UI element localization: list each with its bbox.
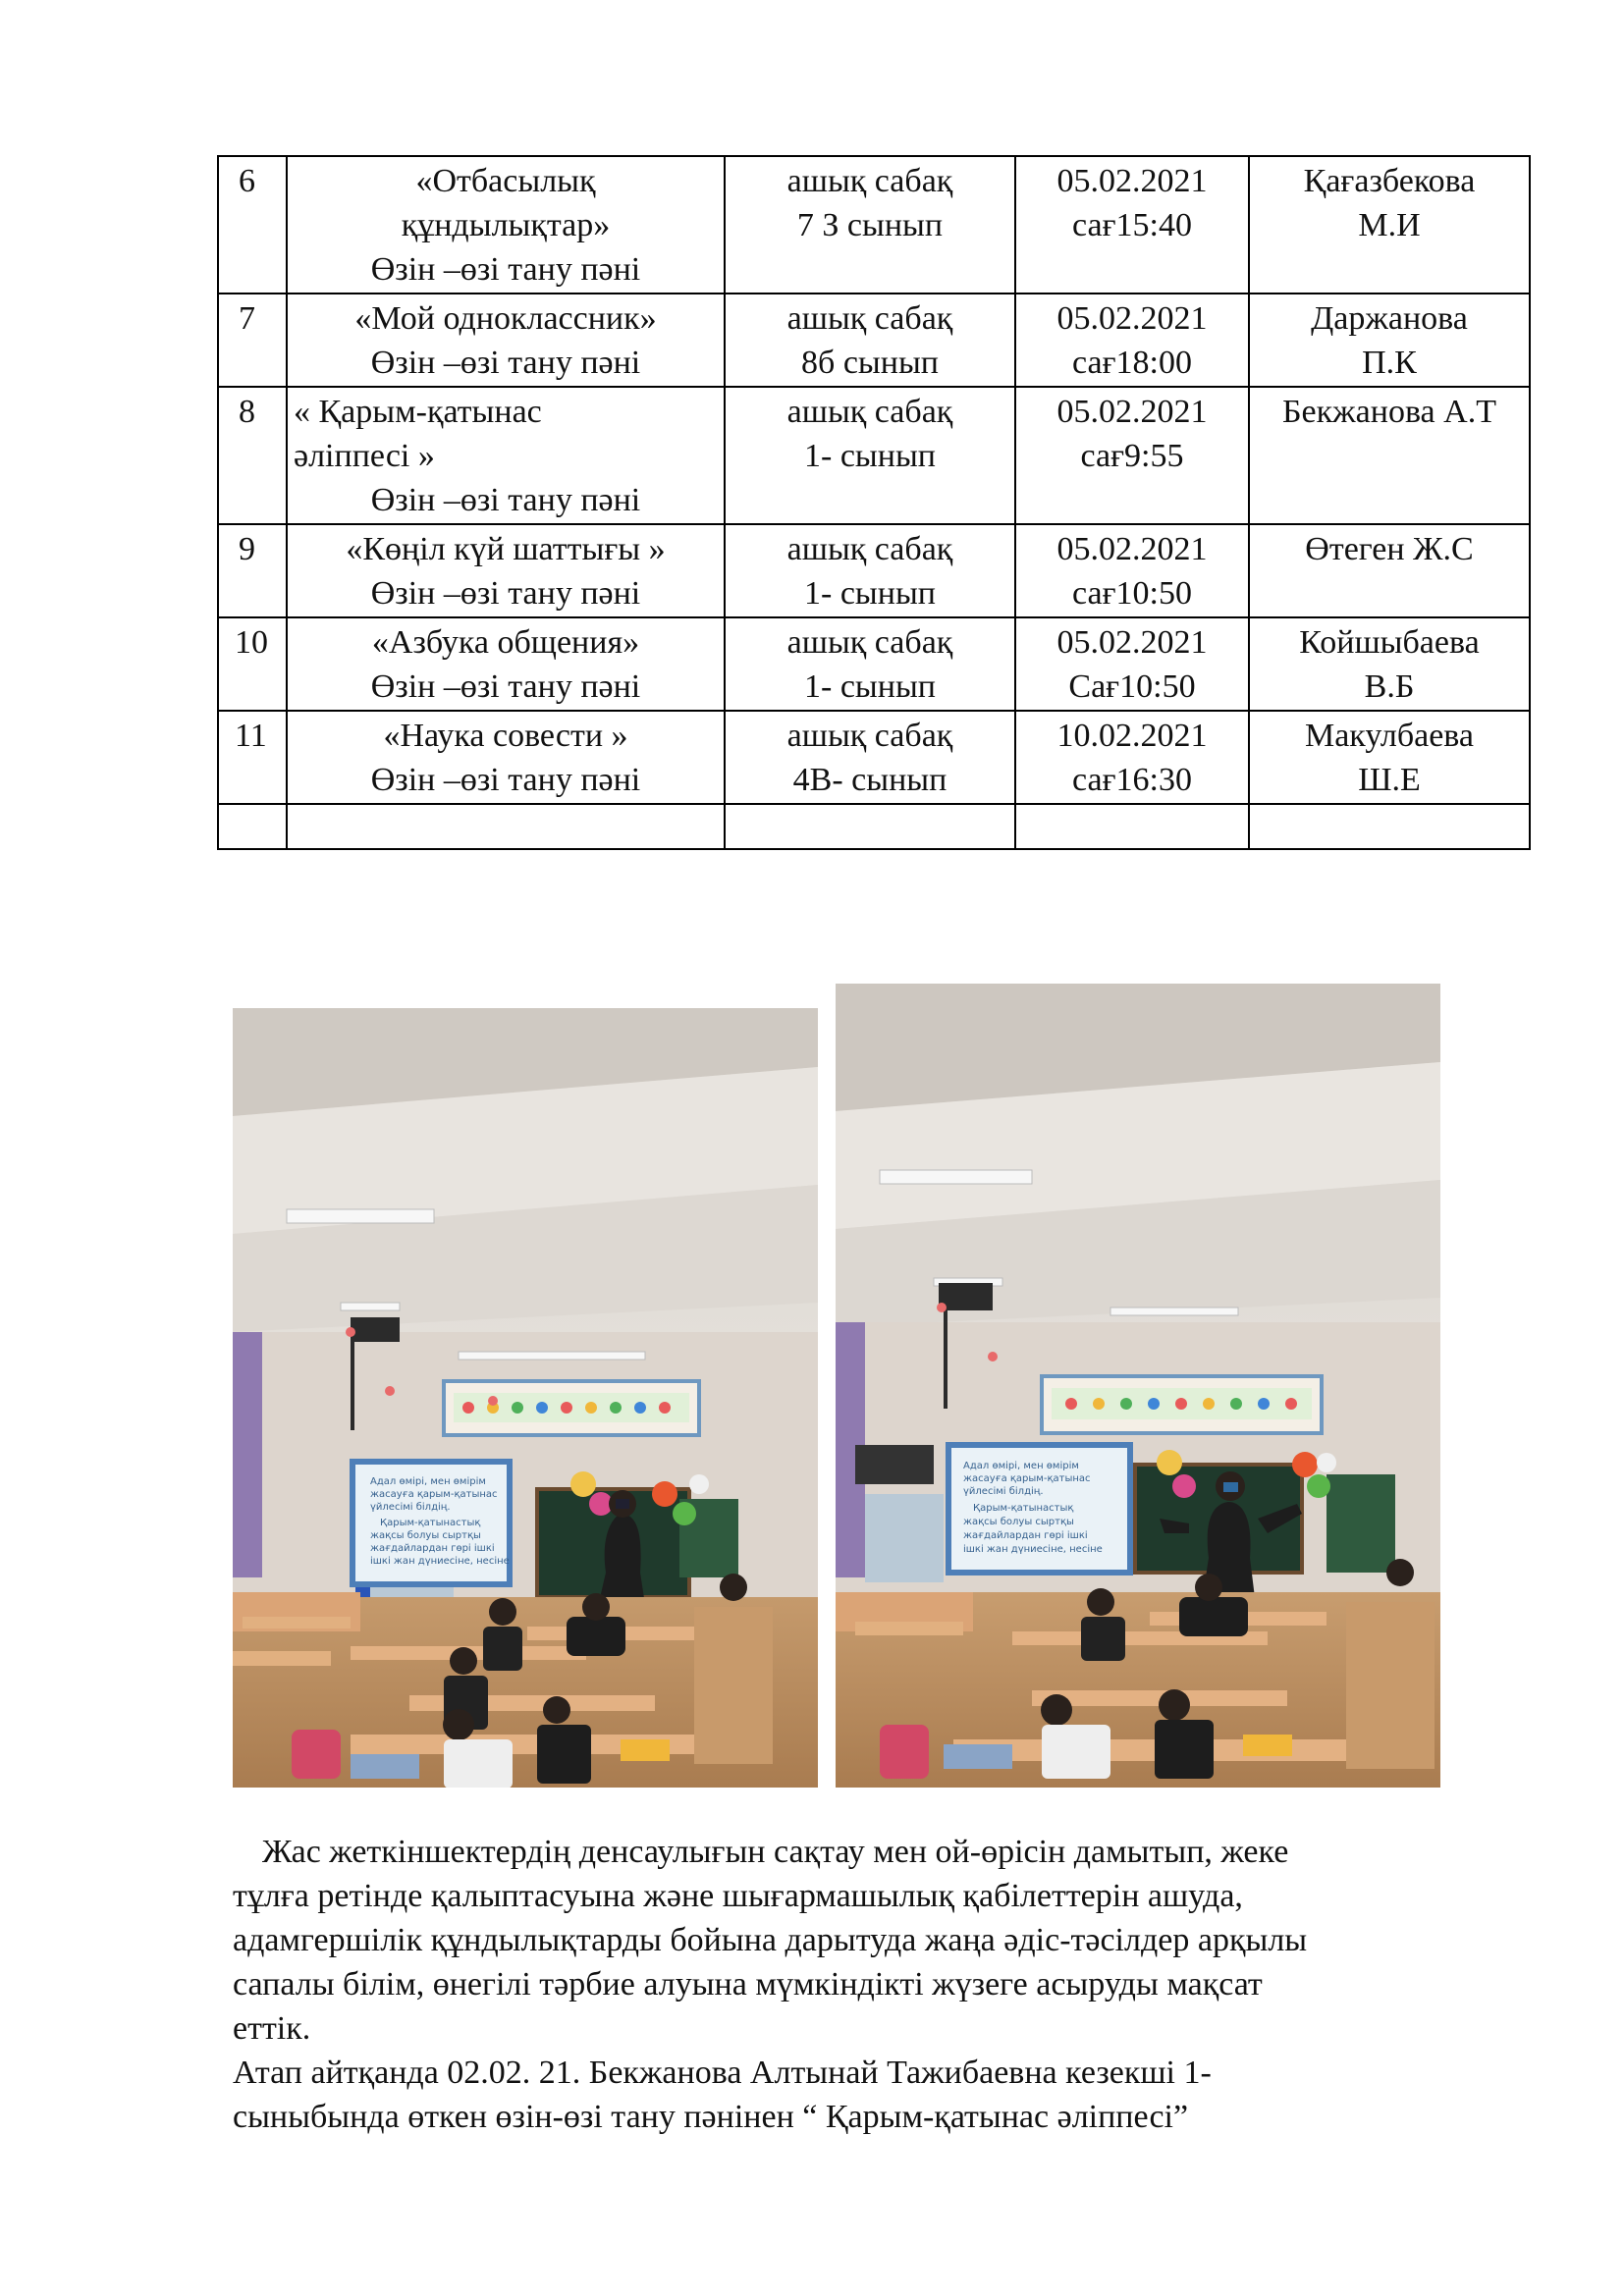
teacher-initials: М.И [1358,207,1421,243]
classroom-photo-left-image [233,1008,818,1788]
lesson-type: ашық сабақ [786,624,953,661]
screen-text: Адал өмірі, мен өмірім [963,1461,1079,1471]
text-line: сапалы білім, өнегілі тәрбие алуына мүмкіндікті жүзеге асыруды мақсат [233,1966,1263,2002]
event-title-cell [287,294,725,387]
date-cell [1015,524,1249,617]
lesson-time: Сағ10:50 [1068,668,1196,705]
screen-text: ішкі жан дүниесіне, несіне [963,1544,1103,1555]
event-subject: Өзін –өзі тану пәні [370,575,641,612]
report-paragraph-cont [233,1874,1509,2051]
screen-text: жасауға қарым-қатынас [963,1473,1091,1484]
teacher-name: Өтеген Ж.С [1305,531,1474,567]
lesson-class: 7 З сынып [796,207,944,243]
table-row-empty [218,804,1530,849]
event-title: «Азбука общения» [371,624,640,661]
teacher-cell [1249,294,1530,387]
row-number: 6 [218,156,287,294]
lesson-time: сағ10:50 [1072,575,1192,612]
screen-text: ішкі жан дүниесіне, несіне [370,1556,510,1567]
text-line: Жас жеткіншектердің денсаулығын сақтау мен ой-өрісін дамытып, жеке [262,1834,1289,1870]
row-number: 10 [218,617,287,711]
empty-cell [218,804,287,849]
event-subject: Өзін –өзі тану пәні [370,762,641,798]
teacher-initials: Ш.Е [1358,762,1421,798]
table-row [218,711,1530,804]
lesson-type: ашық сабақ [786,394,953,430]
empty-cell [287,804,725,849]
event-title: «Отбасылық [415,163,596,199]
screen-text: Қарым-қатынастық [380,1518,481,1528]
empty-cell [725,804,1015,849]
screen-text: жағдайлардан гөрі ішкі [963,1530,1088,1541]
lesson-date: 05.02.2021 [1056,624,1208,661]
lesson-time: сағ15:40 [1072,207,1192,243]
event-subject: Өзін –өзі тану пәні [370,668,641,705]
report-second-paragraph [233,2051,1509,2139]
lesson-type-cell [725,156,1015,294]
lesson-class: 1- сынып [804,668,936,705]
date-cell [1015,387,1249,524]
table-row [218,387,1530,524]
teacher-cell [1249,156,1530,294]
screen-text: жақсы болуы сыртқы [963,1517,1074,1527]
lesson-date: 05.02.2021 [1056,300,1208,337]
teacher-name: Бекжанова А.Т [1282,394,1496,430]
event-title-cell [287,387,725,524]
teacher-cell [1249,617,1530,711]
row-number: 9 [218,524,287,617]
report-paragraph [233,1830,1509,1874]
event-title-cell [287,617,725,711]
event-title: «Наука совести » [383,718,628,754]
date-cell [1015,156,1249,294]
teacher-name: Даржанова [1311,300,1468,337]
teacher-initials: В.Б [1364,668,1415,705]
teacher-name: Макулбаева [1304,718,1474,754]
screen-text: Адал өмірі, мен өмірім [370,1476,486,1487]
text-line: сыныбында өткен өзін-өзі тану пәнінен “ Қарым-қатынас әліппесі” [233,2099,1189,2135]
schedule-table [217,155,1531,850]
lesson-date: 05.02.2021 [1056,531,1208,567]
teacher-cell [1249,387,1530,524]
event-subject: Өзін –өзі тану пәні [370,251,641,288]
teacher-cell [1249,711,1530,804]
classroom-photo-right-image [836,984,1440,1788]
classroom-photo-right [836,984,1440,1788]
lesson-type-cell [725,524,1015,617]
lesson-date: 05.02.2021 [1056,394,1208,430]
event-title: « Қарым-қатынас [294,394,542,430]
lesson-time: сағ18:00 [1072,345,1192,381]
row-number: 8 [218,387,287,524]
teacher-cell [1249,524,1530,617]
screen-text: үйлесімі білдің. [370,1502,451,1513]
row-number: 11 [218,711,287,804]
date-cell [1015,294,1249,387]
event-title-cell [287,711,725,804]
screen-text: жағдайлардан гөрі ішкі [370,1543,495,1554]
table-row [218,156,1530,294]
lesson-class: 1- сынып [804,575,936,612]
teacher-name: Қағазбекова [1303,163,1476,199]
event-subject: Өзін –өзі тану пәні [370,345,641,381]
table-row [218,617,1530,711]
date-cell [1015,711,1249,804]
classroom-photo-left [233,1008,818,1788]
lesson-date: 10.02.2021 [1056,718,1208,754]
lesson-class: 1- сынып [804,438,936,474]
text-line: адамгершілік құндылықтарды бойына дарытуда жаңа әдіс-тәсілдер арқылы [233,1922,1308,1958]
table-row [218,524,1530,617]
empty-cell [1249,804,1530,849]
lesson-type: ашық сабақ [786,163,953,199]
lesson-type-cell [725,294,1015,387]
lesson-time: сағ16:30 [1072,762,1192,798]
date-cell [1015,617,1249,711]
screen-text: Қарым-қатынастық [973,1503,1074,1514]
lesson-date: 05.02.2021 [1056,163,1208,199]
event-title: «Мой одноклассник» [354,300,657,337]
event-title: «Көңіл күй шаттығы » [346,531,666,567]
event-title: әліппесі » [294,438,435,474]
teacher-initials: П.К [1362,345,1417,381]
lesson-type: ашық сабақ [786,718,953,754]
report-text [233,1830,1509,2139]
lesson-type-cell [725,617,1015,711]
teacher-name: Койшыбаева [1299,624,1480,661]
event-title-cell [287,524,725,617]
table-row [218,294,1530,387]
screen-text: жасауға қарым-қатынас [370,1489,498,1500]
lesson-type: ашық сабақ [786,300,953,337]
text-line: еттік. [233,2010,311,2047]
screen-text: үйлесімі білдің. [963,1486,1044,1497]
lesson-type-cell [725,387,1015,524]
event-subject: Өзін –өзі тану пәні [370,482,641,518]
event-title-cell [287,156,725,294]
lesson-time: сағ9:55 [1080,438,1184,474]
lesson-class: 4В- сынып [792,762,947,798]
lesson-type: ашық сабақ [786,531,953,567]
empty-cell [1015,804,1249,849]
screen-text: жақсы болуы сыртқы [370,1530,481,1541]
lesson-class: 8б сынып [801,345,939,381]
row-number: 7 [218,294,287,387]
text-line: тұлға ретінде қалыптасуына және шығармашылық қабілеттерін ашуда, [233,1878,1243,1914]
event-title: құндылықтар» [401,207,611,243]
lesson-type-cell [725,711,1015,804]
text-line: Атап айтқанда 02.02. 21. Бекжанова Алтынай Тажибаевна кезекші 1- [233,2055,1212,2091]
